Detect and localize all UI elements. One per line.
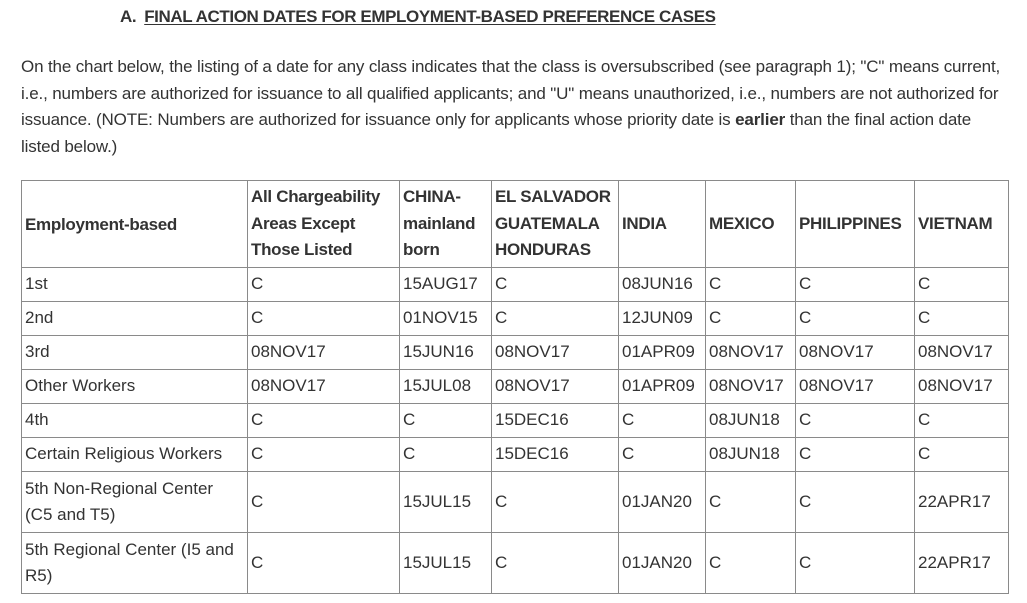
cell-china: 15AUG17	[400, 268, 492, 302]
cell-china: C	[400, 438, 492, 472]
row-category: 5th Non-Regional Center (C5 and T5)	[22, 472, 248, 533]
cell-all-chargeability: C	[248, 533, 400, 594]
cell-philippines: C	[796, 404, 915, 438]
cell-philippines: 08NOV17	[796, 370, 915, 404]
cell-mexico: C	[706, 533, 796, 594]
table-row	[22, 404, 1009, 438]
table-row	[22, 533, 1009, 594]
cell-all-chargeability: 08NOV17	[248, 336, 400, 370]
cell-china: 15JUL08	[400, 370, 492, 404]
row-category: Certain Religious Workers	[22, 438, 248, 472]
cell-india: 01JAN20	[619, 472, 706, 533]
cell-all-chargeability: C	[248, 472, 400, 533]
cell-el-salvador: 15DEC16	[492, 438, 619, 472]
cell-china: 15JUL15	[400, 533, 492, 594]
header-china: CHINA-mainland born	[400, 181, 492, 268]
cell-el-salvador: C	[492, 302, 619, 336]
header-all-chargeability: All Chargeability Areas Except Those Listed	[248, 181, 400, 268]
intro-bold-word: earlier	[735, 110, 786, 130]
section-number: A.	[120, 7, 137, 26]
cell-vietnam: 08NOV17	[915, 336, 1009, 370]
section-title: FINAL ACTION DATES FOR EMPLOYMENT-BASED PREFERENCE CASES	[144, 7, 716, 26]
header-vietnam: VIETNAM	[915, 181, 1009, 268]
cell-india: C	[619, 438, 706, 472]
header-india: INDIA	[619, 181, 706, 268]
cell-philippines: C	[796, 533, 915, 594]
cell-mexico: C	[706, 268, 796, 302]
table-row	[22, 370, 1009, 404]
cell-el-salvador: 15DEC16	[492, 404, 619, 438]
table-row	[22, 268, 1009, 302]
cell-all-chargeability: C	[248, 404, 400, 438]
cell-philippines: C	[796, 268, 915, 302]
cell-philippines: C	[796, 472, 915, 533]
cell-india: 12JUN09	[619, 302, 706, 336]
header-philippines: PHILIPPINES	[796, 181, 915, 268]
cell-mexico: C	[706, 472, 796, 533]
cell-vietnam: C	[915, 404, 1009, 438]
cell-el-salvador: C	[492, 472, 619, 533]
table-header-row	[22, 181, 1009, 268]
header-employment-based: Employment-based	[22, 181, 248, 268]
cell-china: 15JUN16	[400, 336, 492, 370]
table-row	[22, 302, 1009, 336]
cell-vietnam: C	[915, 268, 1009, 302]
cell-vietnam: C	[915, 302, 1009, 336]
cell-vietnam: 22APR17	[915, 533, 1009, 594]
table-row	[22, 336, 1009, 370]
table-row	[22, 438, 1009, 472]
cell-mexico: 08NOV17	[706, 336, 796, 370]
cell-all-chargeability: C	[248, 268, 400, 302]
cell-mexico: 08JUN18	[706, 438, 796, 472]
cell-china: C	[400, 404, 492, 438]
cell-all-chargeability: C	[248, 438, 400, 472]
table-row	[22, 472, 1009, 533]
cell-india: 01APR09	[619, 336, 706, 370]
cell-india: C	[619, 404, 706, 438]
cell-philippines: 08NOV17	[796, 336, 915, 370]
row-category: 5th Regional Center (I5 and R5)	[22, 533, 248, 594]
cell-india: 01APR09	[619, 370, 706, 404]
header-mexico: MEXICO	[706, 181, 796, 268]
section-heading	[120, 7, 716, 27]
row-category: 4th	[22, 404, 248, 438]
intro-text-part2: than the final action date listed below.)	[21, 110, 972, 157]
intro-text-part1: On the chart below, the listing of a date for any class indicates that the class is oversubscribed (see paragraph 1); "C" means current, i.e., numbers are authorized for issuance to all qualified applicants; and "U" means unauthorized, i.e., numbers are not authorized for issuance. (NOTE: Numbers are authorized for issuance only for applicants whose priority date is	[21, 57, 1001, 130]
cell-vietnam: 22APR17	[915, 472, 1009, 533]
final-action-dates-table	[21, 180, 1009, 594]
cell-mexico: 08NOV17	[706, 370, 796, 404]
intro-paragraph	[21, 54, 1006, 161]
row-category: Other Workers	[22, 370, 248, 404]
cell-india: 01JAN20	[619, 533, 706, 594]
cell-vietnam: 08NOV17	[915, 370, 1009, 404]
cell-china: 01NOV15	[400, 302, 492, 336]
row-category: 1st	[22, 268, 248, 302]
header-el-salvador-guatemala-honduras: EL SALVADOR GUATEMALA HONDURAS	[492, 181, 619, 268]
row-category: 3rd	[22, 336, 248, 370]
cell-el-salvador: C	[492, 533, 619, 594]
cell-vietnam: C	[915, 438, 1009, 472]
cell-philippines: C	[796, 302, 915, 336]
cell-all-chargeability: C	[248, 302, 400, 336]
cell-china: 15JUL15	[400, 472, 492, 533]
cell-philippines: C	[796, 438, 915, 472]
cell-el-salvador: 08NOV17	[492, 336, 619, 370]
cell-el-salvador: 08NOV17	[492, 370, 619, 404]
cell-mexico: C	[706, 302, 796, 336]
cell-india: 08JUN16	[619, 268, 706, 302]
cell-all-chargeability: 08NOV17	[248, 370, 400, 404]
cell-mexico: 08JUN18	[706, 404, 796, 438]
cell-el-salvador: C	[492, 268, 619, 302]
row-category: 2nd	[22, 302, 248, 336]
